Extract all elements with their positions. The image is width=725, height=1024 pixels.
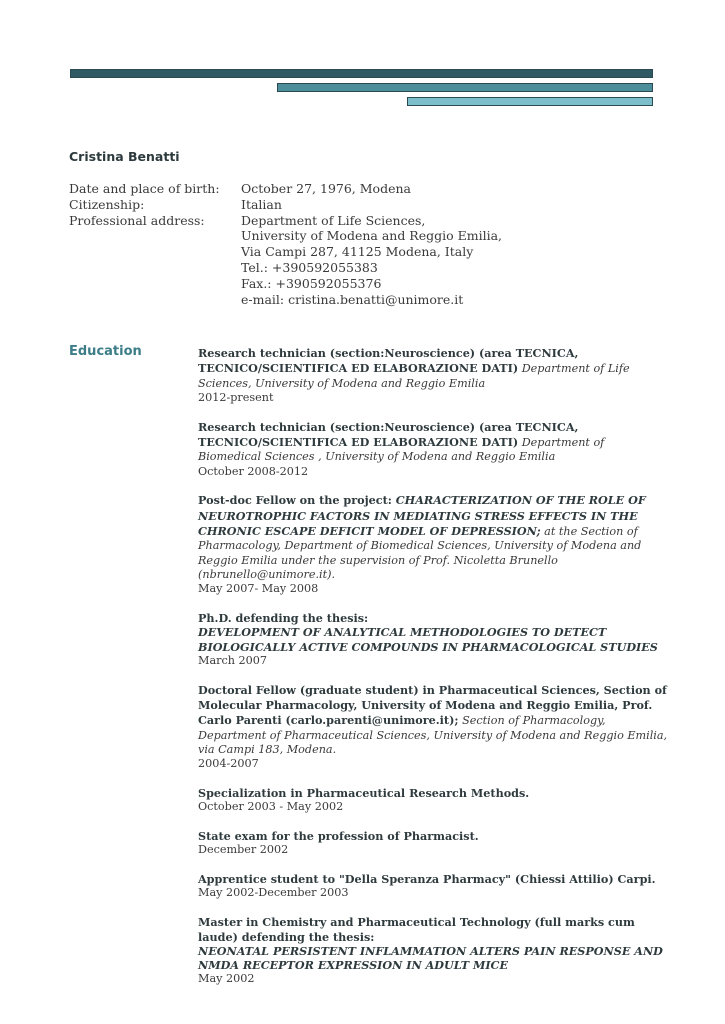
- header-bar-light: [407, 97, 653, 106]
- entry-title: Research technician (section:Neuroscience) (area TECNICA, TECNICO/SCIENTIFICA ED ELABORAZIONE DATI): [198, 419, 579, 449]
- entry-thesis-title: DEVELOPMENT OF ANALYTICAL METHODOLOGIES TO DETECT BIOLOGICALLY ACTIVE COMPOUNDS IN PHARMACOLOGICAL STUDIES: [198, 625, 658, 654]
- citizenship-value: Italian: [241, 196, 282, 212]
- entry-detail: Department of Life Sciences, University of Modena and Reggio Emilia: [198, 362, 630, 390]
- education-entry: [198, 915, 668, 986]
- address-row: [69, 213, 502, 308]
- citizenship-row: [69, 197, 502, 213]
- entry-date: 2004-2007: [198, 757, 259, 771]
- header-bar-mid: [277, 83, 653, 92]
- citizenship-label: Citizenship:: [69, 196, 145, 212]
- education-entry: [198, 872, 668, 901]
- education-entry: [198, 683, 668, 772]
- address-line: Via Campi 287, 41125 Modena, Italy: [241, 244, 474, 260]
- birth-row: [69, 181, 502, 197]
- entry-title: State exam for the profession of Pharmacist.: [198, 829, 479, 844]
- education-list: [198, 346, 668, 1001]
- entry-title: Post-doc Fellow on the project:: [198, 493, 396, 508]
- education-heading: Education: [69, 344, 142, 359]
- entry-date: March 2007: [198, 653, 267, 667]
- education-entry: [198, 611, 668, 668]
- entry-title: Specialization in Pharmaceutical Research Methods.: [198, 785, 530, 800]
- education-entry: [198, 829, 668, 858]
- entry-title: Master in Chemistry and Pharmaceutical Technology (full marks cum laude) defending the thesis:: [198, 915, 635, 944]
- email-line: e-mail: cristina.benatti@unimore.it: [241, 291, 464, 307]
- entry-thesis-title: NEONATAL PERSISTENT INFLAMMATION ALTERS PAIN RESPONSE AND NMDA RECEPTOR EXPRESSION IN ADULT MICE: [198, 943, 663, 973]
- education-entry: [198, 493, 668, 596]
- personal-info: [69, 181, 502, 307]
- address-line: University of Modena and Reggio Emilia,: [241, 228, 502, 244]
- education-entry: [198, 786, 668, 815]
- entry-date: October 2008-2012: [198, 464, 309, 478]
- entry-date: October 2003 - May 2002: [198, 800, 344, 814]
- address-lines: [241, 213, 502, 308]
- address-line: Department of Life Sciences,: [241, 212, 426, 228]
- entry-date: May 2002: [198, 972, 255, 986]
- header-bar-dark: [70, 69, 653, 78]
- education-entry: [198, 420, 668, 479]
- birth-label: Date and place of birth:: [69, 181, 220, 196]
- phone-line: Tel.: +390592055383: [241, 259, 378, 275]
- fax-line: Fax.: +390592055376: [241, 275, 382, 291]
- entry-date: May 2002-December 2003: [198, 886, 349, 900]
- entry-detail: Section of Pharmacology, Department of Pharmaceutical Sciences, University of Modena and Reggio Emilia, via Campi 183, Modena.: [198, 714, 668, 756]
- entry-detail: Department of Biomedical Sciences , University of Modena and Reggio Emilia: [198, 435, 605, 464]
- entry-date: December 2002: [198, 843, 289, 857]
- entry-title: Research technician (section:Neuroscience) (area TECNICA, TECNICO/SCIENTIFICA ED ELABORAZIONE DATI): [198, 346, 579, 376]
- entry-title: Doctoral Fellow (graduate student) in Pharmaceutical Sciences, Section of Molecular Pharmacology, University of Modena and Reggio Emilia, Prof. Carlo Parenti (carlo.parenti@unimore.it);: [198, 682, 667, 728]
- entry-date: 2012-present: [198, 390, 274, 404]
- address-label: Professional address:: [69, 212, 205, 228]
- entry-title: Apprentice student to "Della Speranza Pharmacy" (Chiessi Attilio) Carpi.: [198, 872, 656, 887]
- entry-title: Ph.D. defending the thesis:: [198, 610, 369, 625]
- education-entry: [198, 346, 668, 405]
- entry-detail: at the Section of Pharmacology, Department of Biomedical Sciences, University of Modena and Reggio Emilia under the supervision of Prof. Nicoletta Brunello (nbrunello@unimore.it).: [198, 524, 642, 581]
- person-name: Cristina Benatti: [69, 149, 180, 164]
- birth-value: October 27, 1976, Modena: [241, 181, 411, 196]
- entry-project-title: CHARACTERIZATION OF THE ROLE OF NEUROTROPHIC FACTORS IN MEDIATING STRESS EFFECTS IN THE CHRONIC ESCAPE DEFICIT MODEL OF DEPRESSION;: [198, 493, 646, 538]
- entry-date: May 2007- May 2008: [198, 582, 319, 596]
